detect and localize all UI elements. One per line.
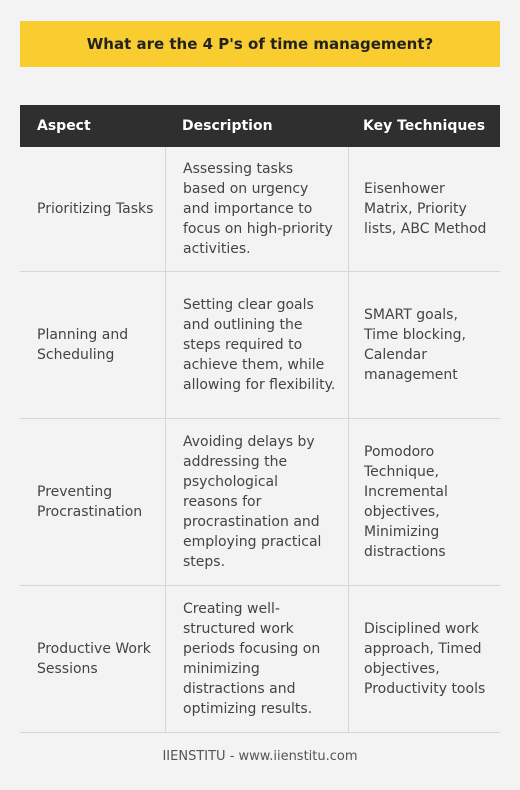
description-text: Setting clear goals and outlining the steps required to achieve them, while allowing for flexibility. <box>183 297 336 393</box>
aspect-cell <box>20 586 165 732</box>
title-banner <box>20 21 500 67</box>
techniques-cell <box>348 272 500 418</box>
table-header-row <box>20 105 500 147</box>
aspect-cell <box>20 272 165 418</box>
techniques-text: Eisenhower Matrix, Priority lists, ABC Method <box>364 181 487 237</box>
techniques-cell <box>348 147 500 271</box>
header-key-techniques: Key Techniques <box>363 118 486 134</box>
aspect-text: Preventing Procrastination <box>37 484 143 520</box>
table-row <box>20 272 500 419</box>
time-management-table <box>20 105 500 733</box>
footer-credit: IIENSTITU - www.iienstitu.com <box>162 749 358 764</box>
aspect-text: Prioritizing Tasks <box>37 201 154 217</box>
table-row <box>20 419 500 586</box>
aspect-cell <box>20 419 165 585</box>
aspect-text: Planning and Scheduling <box>37 327 129 363</box>
techniques-text: Pomodoro Technique, Incremental objectives, Minimizing distractions <box>364 444 448 560</box>
description-text: Creating well-structured work periods focusing on minimizing distractions and optimizing results. <box>183 601 321 717</box>
description-cell <box>165 586 348 732</box>
description-cell <box>165 272 348 418</box>
description-cell <box>165 419 348 585</box>
techniques-cell <box>348 586 500 732</box>
techniques-text: Disciplined work approach, Timed objectives, Productivity tools <box>364 621 486 697</box>
header-description: Description <box>182 118 273 134</box>
table-row <box>20 586 500 733</box>
techniques-text: SMART goals, Time blocking, Calendar management <box>364 307 466 383</box>
header-aspect: Aspect <box>37 118 91 134</box>
aspect-cell <box>20 147 165 271</box>
techniques-cell <box>348 419 500 585</box>
description-text: Avoiding delays by addressing the psychological reasons for procrastination and employing practical steps. <box>183 434 322 570</box>
aspect-text: Productive Work Sessions <box>37 641 151 677</box>
table-row <box>20 147 500 272</box>
description-cell <box>165 147 348 271</box>
page-title: What are the 4 P's of time management? <box>86 35 434 53</box>
description-text: Assessing tasks based on urgency and importance to focus on high-priority activities. <box>183 161 333 257</box>
